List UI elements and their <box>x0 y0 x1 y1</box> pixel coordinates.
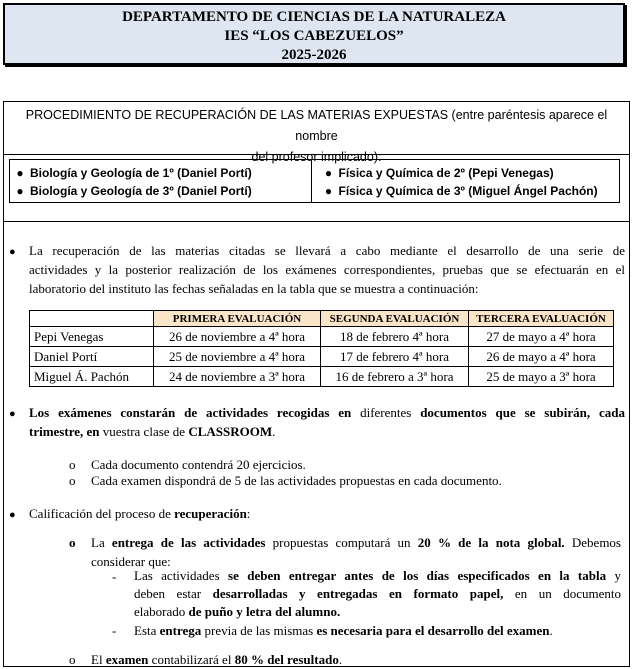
subjects-table <box>9 159 620 203</box>
activities-paragraph: La entrega de las actividades propuestas computará un 20 % de la nota global. Debemos considerar que: <box>91 535 621 569</box>
list-item: Esta entrega previa de las mismas es necesaria para el desarrollo del examen. <box>134 623 553 638</box>
bullet-icon: ● <box>9 246 16 258</box>
subject-item: ● Física y Química de 3º (Miguel Ángel Pachón) <box>324 184 598 198</box>
table-header-row: PRIMERA EVALUACIÓN SEGUNDA EVALUACIÓN TERCERA EVALUACIÓN <box>30 311 614 327</box>
table-row: Pepi Venegas 26 de noviembre a 4ª hora 18 de febrero 4ª hora 27 de mayo a 4ª hora <box>30 327 614 347</box>
dash-bullet-icon: - <box>112 623 117 638</box>
bullet-icon: ● <box>9 509 16 521</box>
divider <box>4 154 629 155</box>
subject-item: ● Física y Química de 2º (Pepi Venegas) <box>324 166 554 180</box>
exam-schedule-table <box>29 310 614 387</box>
document-header <box>3 3 625 65</box>
circle-bullet-icon: o <box>69 473 76 488</box>
exams-paragraph: Los exámenes constarán de actividades recogidas en diferentes documentos que se subirán, cada trimestre, en vuestra clase de CLASSROOM. <box>29 405 625 439</box>
list-item: Las actividades se deben entregar antes de los días especificados en la tabla y deben estar desarrolladas y entregadas en formato papel, en un documento elaborado de puño y letra del alumno. <box>134 568 621 619</box>
school-name: IES “LOS CABEZUELOS” <box>224 28 404 44</box>
dash-bullet-icon: - <box>112 569 117 584</box>
procedure-frame <box>3 101 630 667</box>
bullet-icon: ● <box>9 408 16 420</box>
intro-paragraph: La recuperación de las materias citadas se llevará a cabo mediante el desarrollo de una serie de actividades y la posterior realización de los exámenes correspondientes, pruebas que se efectuarán en el laboratorio del instituto las fechas señaladas en la tabla que se muestra a continuación: <box>29 243 625 296</box>
circle-bullet-icon: o <box>69 457 76 472</box>
school-year: 2025-2026 <box>281 47 347 63</box>
circle-bullet-icon: o <box>69 535 76 550</box>
list-item: Cada examen dispondrá de 5 de las actividades propuestas en cada documento. <box>91 473 502 488</box>
subject-item: ● Biología y Geología de 3º (Daniel Portí) <box>16 184 252 198</box>
circle-bullet-icon: o <box>69 652 76 667</box>
table-row: Miguel Á. Pachón 24 de noviembre a 3ª hora 16 de febrero a 3ª hora 25 de mayo a 3ª hora <box>30 367 614 387</box>
subject-item: ● Biología y Geología de 1º (Daniel Portí) <box>16 166 252 180</box>
divider <box>4 221 629 222</box>
subjects-right <box>311 160 620 202</box>
subjects-left <box>10 160 311 202</box>
list-item: Cada documento contendrá 20 ejercicios. <box>91 457 306 472</box>
table-row: Daniel Portí 25 de noviembre a 4ª hora 17 de febrero 4ª hora 26 de mayo a 4ª hora <box>30 347 614 367</box>
department-title: DEPARTAMENTO DE CIENCIAS DE LA NATURALEZA <box>122 9 506 25</box>
list-item: El examen contabilizará el 80 % del resultado. <box>91 652 343 667</box>
grading-heading: Calificación del proceso de recuperación: <box>29 506 251 521</box>
procedure-title: PROCEDIMIENTO DE RECUPERACIÓN DE LAS MATERIAS EXPUESTAS (entre paréntesis aparece el nombre del profesor implicado): <box>25 108 608 164</box>
